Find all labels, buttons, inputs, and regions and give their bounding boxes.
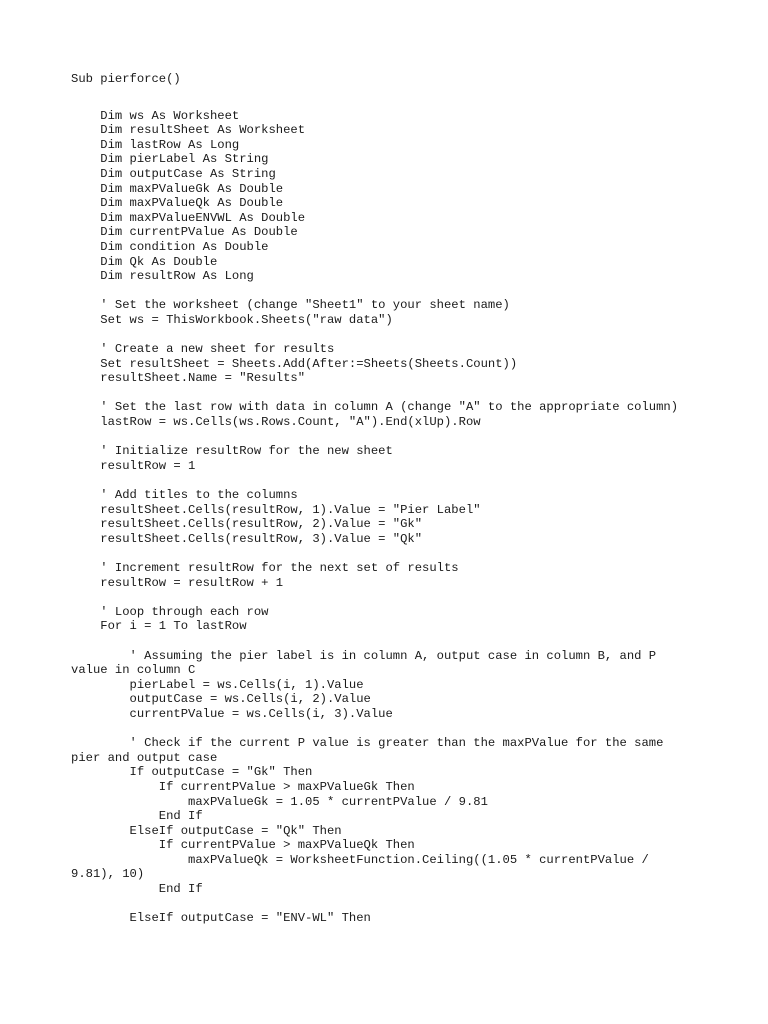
code-line: Dim outputCase As String — [71, 166, 276, 181]
code-line: Dim resultRow As Long — [71, 269, 254, 284]
code-line: For i = 1 To lastRow — [71, 619, 247, 634]
code-line: outputCase = ws.Cells(i, 2).Value — [71, 692, 371, 707]
code-line: Dim currentPValue As Double — [71, 225, 298, 240]
code-comment: ' Set the worksheet (change "Sheet1" to your sheet name) — [71, 298, 510, 313]
code-line: resultRow = resultRow + 1 — [71, 575, 284, 590]
blank-line — [71, 284, 711, 299]
code-line: resultSheet.Cells(resultRow, 2).Value = "Gk" — [71, 517, 423, 532]
vba-code-block — [71, 72, 711, 926]
code-comment: ' Set the last row with data in column A (change "A" to the appropriate column) — [71, 400, 679, 415]
code-line: resultSheet.Cells(resultRow, 1).Value = "Pier Label" — [71, 502, 481, 517]
code-line: maxPValueQk = WorksheetFunction.Ceiling((1.05 * currentPValue / — [71, 852, 649, 867]
blank-line — [71, 634, 711, 649]
blank-line — [71, 386, 711, 401]
code-line: If currentPValue > maxPValueGk Then — [71, 779, 415, 794]
code-line: currentPValue = ws.Cells(i, 3).Value — [71, 706, 393, 721]
code-comment-wrap: pier and output case — [71, 750, 218, 765]
code-line: pierLabel = ws.Cells(i, 1).Value — [71, 677, 364, 692]
blank-line — [71, 473, 711, 488]
code-line-wrap: 9.81), 10) — [71, 867, 145, 882]
code-line: Dim Qk As Double — [71, 254, 218, 269]
code-comment: ' Increment resultRow for the next set of results — [71, 561, 459, 575]
code-line: Dim resultSheet As Worksheet — [71, 123, 306, 138]
code-line: Dim maxPValueENVWL As Double — [71, 210, 306, 225]
code-line: maxPValueGk = 1.05 * currentPValue / 9.81 — [71, 794, 488, 809]
code-line: End If — [71, 809, 203, 824]
blank-line — [71, 87, 711, 109]
code-comment: ' Initialize resultRow for the new sheet — [71, 444, 393, 459]
blank-line — [71, 328, 711, 343]
code-line: Dim condition As Double — [71, 239, 269, 254]
blank-line — [71, 722, 711, 737]
code-comment: ' Assuming the pier label is in column A, output case in column B, and P — [71, 648, 657, 663]
code-line: Set resultSheet = Sheets.Add(After:=Sheets(Sheets.Count)) — [71, 356, 518, 371]
code-line: Dim maxPValueQk As Double — [71, 196, 284, 211]
code-line: ElseIf outputCase = "ENV-WL" Then — [71, 911, 371, 926]
code-line: Dim ws As Worksheet — [71, 108, 240, 123]
code-comment: ' Add titles to the columns — [71, 488, 298, 503]
code-comment: ' Loop through each row — [71, 604, 269, 619]
code-line: resultSheet.Cells(resultRow, 3).Value = "Qk" — [71, 531, 423, 546]
blank-line — [71, 897, 711, 912]
blank-line — [71, 430, 711, 445]
code-line: Set ws = ThisWorkbook.Sheets("raw data") — [71, 312, 393, 327]
code-line: If outputCase = "Gk" Then — [71, 765, 313, 780]
code-line: Sub pierforce() — [71, 72, 181, 86]
code-line: resultRow = 1 — [71, 458, 196, 473]
code-line: ElseIf outputCase = "Qk" Then — [71, 823, 342, 838]
code-comment: ' Create a new sheet for results — [71, 342, 335, 357]
code-line: End If — [71, 882, 203, 897]
code-line: Dim lastRow As Long — [71, 137, 240, 152]
blank-line — [71, 590, 711, 605]
code-line: If currentPValue > maxPValueQk Then — [71, 838, 415, 853]
blank-line — [71, 546, 711, 561]
code-comment-wrap: value in column C — [71, 663, 196, 678]
code-line: resultSheet.Name = "Results" — [71, 371, 306, 386]
code-line: lastRow = ws.Cells(ws.Rows.Count, "A").End(xlUp).Row — [71, 415, 481, 430]
code-line: Dim maxPValueGk As Double — [71, 181, 284, 196]
code-line: Dim pierLabel As String — [71, 152, 269, 167]
code-comment: ' Check if the current P value is greater than the maxPValue for the same — [71, 736, 664, 751]
